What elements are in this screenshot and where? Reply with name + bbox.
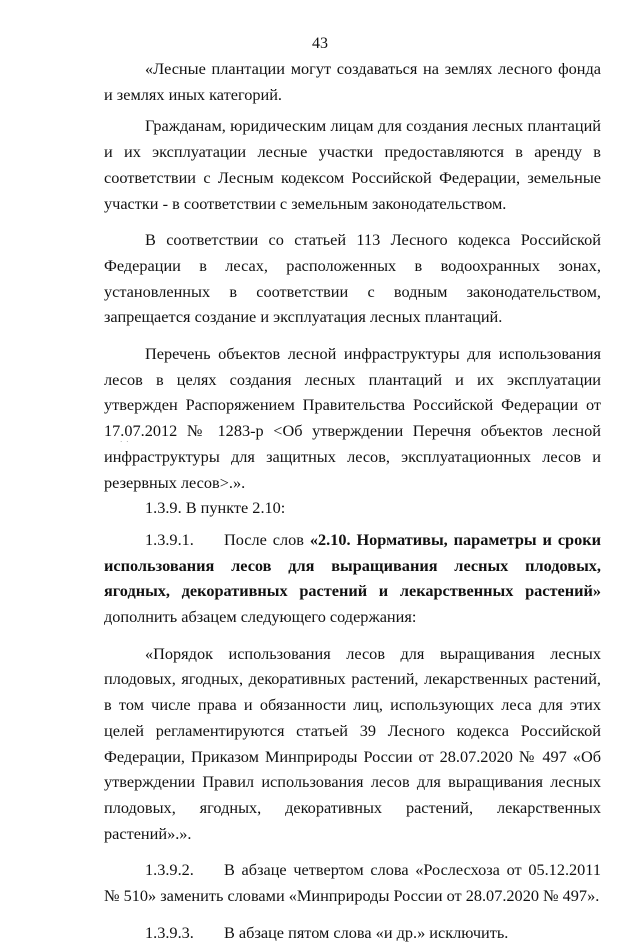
paragraph-item-1-3-9: 1.3.9. В пункте 2.10: [145,498,286,518]
document-body [104,56,601,946]
paragraph-item-1-3-9-2 [104,857,601,908]
item-number: 1.3.9.2. [145,860,194,880]
item-text: В абзаце четвертом слова «Рослесхоза от 05.12.2011 № 510» заменить словами «Минприроды России от 28.07.2020 № 497». [104,860,601,906]
paragraph-article-113: В соответствии со статьей 113 Лесного кодекса Российской Федерации в лесах, расположенных в водоохранных зонах, установленных в соответствии с водным законодательством, запрещается создание и эксплуатация лесных плантаций. [104,230,601,327]
paragraph-item-1-3-9-1 [104,527,601,630]
paragraph-quoted-addition: «Порядок использования лесов для выращивания лесных плодовых, ягодных, декоративных растений, лекарственных растений, в том числе права и обязанности лиц, использующих леса для этих целей регламентируются статьей 39 Лесного кодекса Российской Федерации, Приказом Минприроды России от 28.07.2020 № 497 «Об утверждении Правил использования лесов для выращивания лесных плодовых, ягодных, декоративных растений, лекарственных растений».». [104,643,601,843]
scan-speck-mark: · · [120,438,130,446]
item-number: 1.3.9.1. [145,529,194,549]
paragraph-lease-rules: Гражданам, юридическим лицам для создания лесных плантаций и их эксплуатации лесные участки предоставляются в аренду в соответствии с Лесным кодексом Российской Федерации, земельные участки - в соответствии с земельным законодательством. [104,116,601,213]
item-text: В абзаце пятом слова «и др.» исключить. [224,922,509,942]
page-number: 43 [312,35,328,52]
item-bold-quote: «2.10. Нормативы, параметры и сроки использования лесов для выращивания лесных плодовых, ягодных, декоративных растений и лекарственных растений» [104,529,602,601]
paragraph-item-1-3-9-3 [104,920,601,946]
paragraph-infrastructure-list: Перечень объектов лесной инфраструктуры для использования лесов в целях создания лесных плантаций и их эксплуатации утвержден Распоряжением Правительства Российской Федерации от 17.07.2012 № 1283-р <Об утверждении Перечня объектов лесной инфраструктуры для защитных лесов, эксплуатационных лесов и резервных лесов>.». [104,344,601,492]
item-number: 1.3.9.3. [145,922,194,942]
paragraph-forest-plantations-lands: «Лесные плантации могут создаваться на землях лесного фонда и землях иных категорий. [104,59,601,104]
item-text-pre: После слов [224,529,310,549]
item-text-post: дополнить абзацем следующего содержания: [104,607,417,627]
